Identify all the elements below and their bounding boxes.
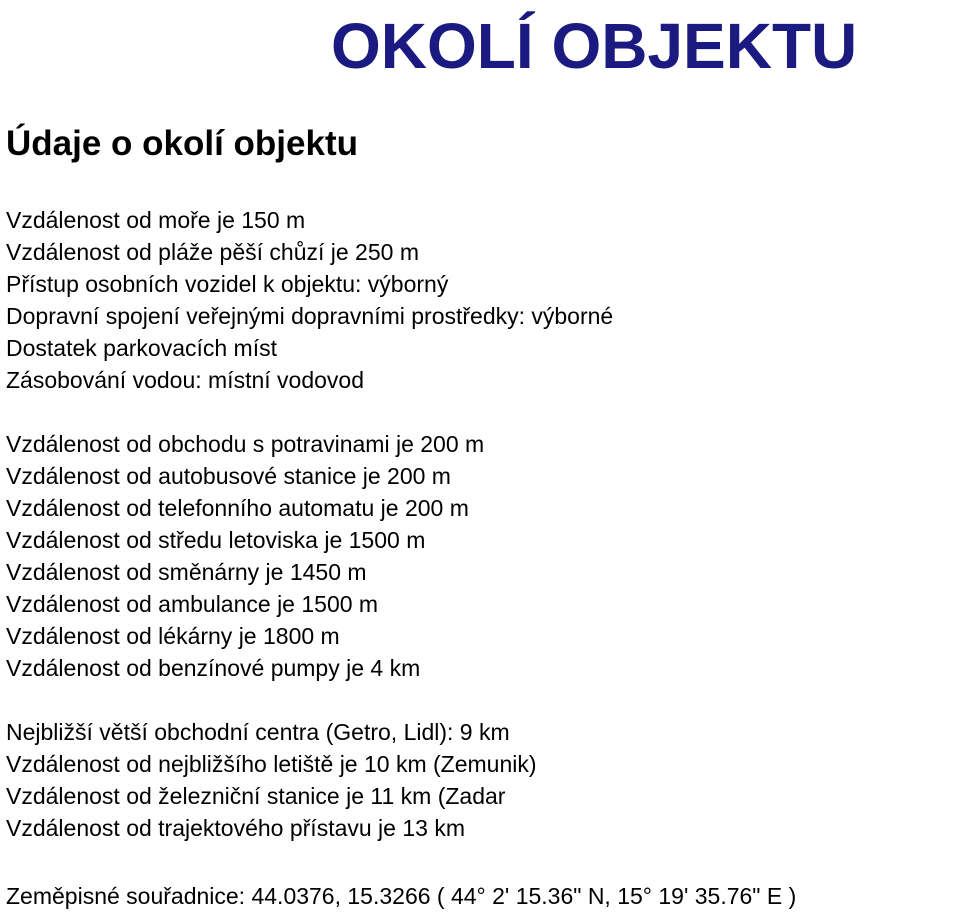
info-line: Vzdálenost od středu letoviska je 1500 m: [6, 527, 426, 553]
info-line: Vzdálenost od železniční stanice je 11 km (Zadar: [6, 783, 506, 809]
info-line: Vzdálenost od ambulance je 1500 m: [6, 591, 379, 617]
info-group-access: [6, 204, 613, 396]
info-line: Vzdálenost od obchodu s potravinami je 200 m: [6, 431, 485, 457]
info-line: Dostatek parkovacích míst: [6, 335, 277, 361]
info-line: Vzdálenost od trajektového přístavu je 13 km: [6, 815, 465, 841]
info-group-services: [6, 428, 484, 684]
info-line: Vzdálenost od telefonního automatu je 200 m: [6, 495, 469, 521]
info-line: Vzdálenost od směnárny je 1450 m: [6, 559, 367, 585]
info-line: Vzdálenost od moře je 150 m: [6, 207, 306, 233]
info-line: Dopravní spojení veřejnými dopravními prostředky: výborné: [6, 303, 614, 329]
info-line: Vzdálenost od lékárny je 1800 m: [6, 623, 340, 649]
info-group-transport: [6, 716, 537, 844]
info-line: Zásobování vodou: místní vodovod: [6, 367, 364, 393]
info-line: Vzdálenost od autobusové stanice je 200 m: [6, 463, 451, 489]
section-heading: Údaje o okolí objektu: [6, 124, 358, 163]
info-line: Nejbližší větší obchodní centra (Getro, Lidl): 9 km: [6, 719, 510, 745]
coordinates-line: Zeměpisné souřadnice: 44.0376, 15.3266 ( 44° 2' 15.36" N, 15° 19' 35.76" E ): [6, 883, 797, 909]
info-line: Vzdálenost od nejbližšího letiště je 10 km (Zemunik): [6, 751, 537, 777]
page-title: OKOLÍ OBJEKTU: [331, 10, 858, 82]
info-line: Vzdálenost od pláže pěší chůzí je 250 m: [6, 239, 419, 265]
info-line: Vzdálenost od benzínové pumpy je 4 km: [6, 655, 421, 681]
info-line: Přístup osobních vozidel k objektu: výborný: [6, 271, 449, 297]
